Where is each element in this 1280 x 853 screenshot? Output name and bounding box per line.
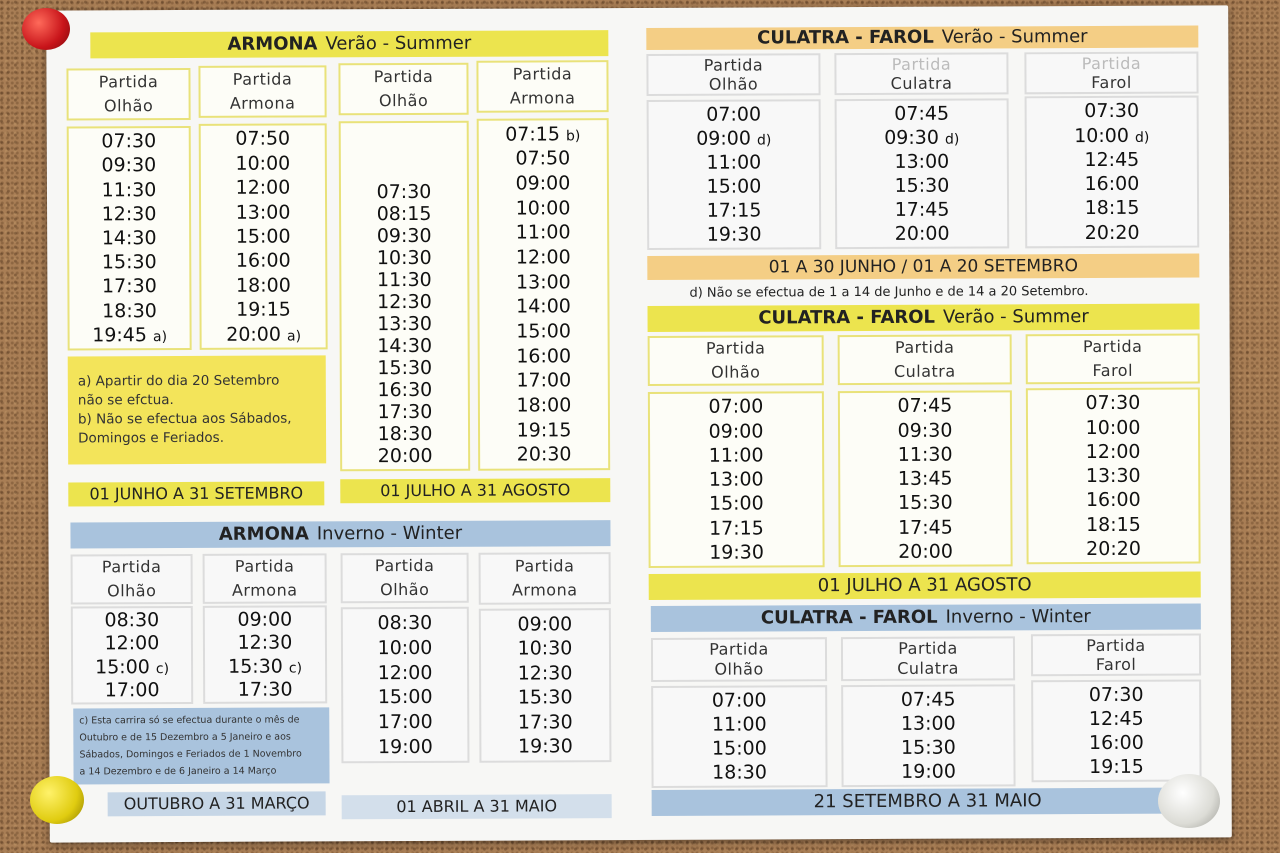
armona-winter-period-left: OUTUBRO A 31 MARÇO [108,791,326,816]
departure-time: 19:45 a) [92,323,168,347]
culatra-summer-header-1: Partida Olhão [648,335,824,386]
culatra-june-footnote: d) Não se efectua de 1 a 14 de Junho e de 14 a 20 Setembro. [689,284,1089,301]
culatra-june-period: 01 A 30 JUNHO / 01 A 20 SETEMBRO [647,254,1199,280]
departure-time: 07:30 [101,130,157,153]
armona-summer-col-olhao-2 [339,121,471,472]
departure-time: 20:00 [894,222,950,245]
departure-time: 14:00 [516,295,571,318]
departure-time: 20:30 [516,443,572,466]
departure-time: 19:15 [1089,755,1144,779]
departure-time: 12:30 [517,661,573,685]
departure-time: 12:30 [101,202,157,226]
departure-time: 10:00 [377,636,433,659]
departure-time: 15:00 [235,225,291,248]
departure-time: 07:00 [711,689,767,712]
footnote-mark: c) [288,660,303,677]
culatra-summer-title: CULATRA - FAROL Verão - Summer [647,304,1199,332]
armona-summer-header-1: Partida Olhão [66,68,190,121]
departure-time: 18:00 [516,394,572,417]
departure-time: 10:00 [515,196,571,220]
departure-time: 15:30 [897,491,953,515]
departure-time: 15:00 [516,320,572,343]
departure-time: 15:30 [377,356,433,380]
armona-summer-col-olhao [67,126,192,351]
white-pin-icon [1158,774,1220,828]
departure-time: 14:30 [377,334,433,358]
culatra-winter-header-3: Partida Farol [1031,634,1201,677]
departure-time: 16:00 [1088,731,1144,755]
armona-winter-col-armona [203,605,327,704]
departure-time: 07:30 [1084,100,1140,123]
departure-time: 20:00 [377,444,433,468]
departure-time: 10:00 d) [1074,124,1150,147]
departure-time: 07:30 [1088,683,1144,707]
culatra-june-col-culatra [835,98,1010,249]
departure-time: 13:30 [377,312,432,336]
departure-time: 08:30 [104,609,160,632]
departure-time: 13:30 [1085,464,1141,488]
departure-time: 17:30 [237,678,293,701]
culatra-winter-col-culatra [841,684,1015,787]
culatra-june-col-olhao [647,99,822,250]
armona-winter-col-olhao-2 [341,607,470,764]
departure-time: 13:45 [897,467,953,490]
departure-time: 10:00 [235,152,291,175]
armona-summer-period-left: 01 JUNHO A 31 SETEMBRO [68,481,324,506]
culatra-june-header-3: Partida Farol [1024,52,1198,95]
culatra-summer-col-culatra [838,390,1013,567]
departure-time: 09:00 [237,608,293,631]
departure-time: 15:30 [894,174,950,197]
departure-time: 17:30 [377,400,433,424]
departure-time: 18:30 [377,422,433,446]
departure-time: 12:30 [377,290,432,314]
departure-time: 07:50 [515,147,571,170]
departure-time: 12:00 [377,661,433,684]
footnote-mark: d) [1134,129,1150,146]
departure-time: 18:30 [712,761,767,784]
culatra-summer-col-olhao [648,391,825,568]
departure-time: 17:30 [101,275,157,298]
departure-time: 07:15 b) [505,122,581,146]
departure-time: 15:00 [708,492,764,515]
departure-time: 11:00 [711,713,767,736]
departure-time: 09:00 [515,172,571,195]
departure-time: 17:15 [706,199,762,222]
departure-time: 16:30 [377,378,433,402]
yellow-pin-icon [30,776,84,824]
departure-time: 11:00 [515,221,571,244]
departure-time: 07:45 [897,394,953,418]
departure-time: 16:00 [1084,172,1140,196]
departure-time: 12:45 [1084,148,1140,171]
departure-time: 09:00 [517,612,573,636]
armona-winter-period-right: 01 ABRIL A 31 MAIO [342,794,612,819]
culatra-winter-period: 21 SETEMBRO A 31 MAIO [652,788,1204,816]
armona-summer-header-2: Partida Armona [198,65,326,118]
departure-time: 19:30 [709,541,764,564]
armona-summer-period-right: 01 JULHO A 31 AGOSTO [340,478,610,503]
footnote-mark: a) [286,327,302,345]
departure-time: 15:30 [101,251,157,274]
departure-time: 18:30 [102,299,157,322]
departure-time: 20:00 a) [226,323,302,346]
culatra-summer-period: 01 JULHO A 31 AGOSTO [649,572,1201,600]
departure-time: 08:15 [376,202,432,226]
culatra-winter-title: CULATRA - FAROL Inverno - Winter [651,604,1201,632]
culatra-june-title: CULATRA - FAROL Verão - Summer [646,26,1198,50]
departure-time: 15:30 c) [228,655,303,678]
departure-time: 17:45 [898,516,953,539]
armona-summer-notes: a) Apartir do dia 20 Setembro não se efctua. b) Não se efectua aos Sábados, Domingos e Feriados. [68,355,326,464]
armona-winter-header-1: Partida Olhão [71,554,193,605]
armona-summer-header-3: Partida Olhão [338,63,468,116]
departure-time: 07:30 [376,180,432,204]
culatra-winter-col-olhao [651,685,827,788]
timetable-sheet [46,5,1232,842]
departure-time: 15:00 [711,737,767,760]
departure-time: 13:00 [708,468,764,491]
departure-time: 20:00 [898,540,953,563]
departure-time: 07:45 [900,688,956,711]
departure-time: 09:30 [101,154,157,177]
armona-summer-title: ARMONA Verão - Summer [90,30,608,58]
departure-time: 11:00 [706,151,762,174]
departure-time: 16:00 [235,249,291,273]
departure-time: 12:45 [1088,707,1144,731]
departure-time: 08:30 [377,611,433,634]
armona-summer-col-armona-2 [477,118,611,471]
departure-time: 19:00 [901,760,956,783]
departure-time: 13:00 [235,201,291,224]
culatra-summer-header-3: Partida Farol [1026,334,1200,385]
footnote-mark: c) [155,660,170,677]
departure-time: 20:20 [1084,221,1140,244]
departure-time: 11:30 [101,178,157,201]
departure-time: 07:50 [235,127,291,151]
armona-winter-title: ARMONA Inverno - Winter [70,520,610,548]
departure-time: 09:30 [376,224,432,248]
footnote-mark: a) [152,328,168,345]
departure-time: 15:00 [706,175,762,198]
armona-winter-header-4: Partida Armona [479,552,611,605]
departure-time: 12:30 [237,631,293,655]
departure-time: 15:30 [517,686,573,709]
departure-time: 10:00 [1085,416,1141,439]
armona-summer-col-armona [199,123,328,350]
departure-time: 12:00 [515,246,571,269]
culatra-summer-header-2: Partida Culatra [838,334,1012,385]
departure-time: 13:00 [894,150,950,173]
departure-time: 10:30 [517,637,573,660]
departure-time: 16:00 [516,344,572,368]
departure-time: 12:00 [235,176,291,199]
departure-time: 07:00 [706,103,762,126]
red-pin-icon [22,8,70,50]
departure-time: 16:00 [1085,489,1141,512]
armona-winter-header-2: Partida Armona [203,553,327,604]
departure-time: 14:30 [101,227,157,250]
departure-time: 15:30 [900,736,956,759]
departure-time: 12:00 [1085,440,1141,463]
culatra-june-header-1: Partida Olhão [646,53,820,96]
departure-time: 19:30 [706,223,762,246]
departure-time: 18:15 [1084,197,1140,220]
culatra-june-col-farol [1025,96,1200,249]
departure-time: 07:30 [1085,392,1141,415]
departure-time: 12:00 [104,632,160,655]
departure-time: 17:00 [104,678,160,702]
departure-time: 18:00 [235,274,291,297]
departure-time: 11:30 [376,268,432,292]
departure-time: 17:00 [516,369,572,392]
departure-time: 20:20 [1086,537,1141,560]
departure-time: 09:00 d) [696,127,772,150]
departure-time: 19:15 [236,298,291,321]
departure-time: 09:30 d) [884,126,960,149]
departure-time: 15:00 c) [95,655,170,678]
culatra-winter-header-2: Partida Culatra [841,636,1015,681]
departure-time: 19:00 [377,735,433,759]
departure-time: 18:15 [1086,513,1141,536]
departure-time: 15:00 [377,686,433,709]
departure-time: 11:00 [708,444,764,467]
footnote-mark: d) [944,131,960,148]
departure-time: 19:30 [517,735,573,758]
departure-time: 09:00 [708,419,764,443]
departure-time: 07:00 [708,395,764,418]
departure-time: 09:30 [897,419,953,442]
departure-time: 10:30 [376,246,432,270]
footnote-mark: b) [565,127,581,144]
departure-time: 07:45 [894,102,950,125]
departure-time: 13:00 [900,712,956,735]
departure-time: 11:30 [897,443,953,466]
culatra-june-header-2: Partida Culatra [834,52,1008,95]
armona-winter-notes: c) Esta carrira só se efectua durante o mês de Outubro e de 15 Dezembro a 5 Janeiro e aos Sábados, Domingos e Feriados de 1 Novembro a 14 Dezembro e de 6 Janeiro a 14 Março [73,707,329,784]
departure-time: 17:00 [377,711,433,734]
departure-time: 19:15 [516,418,572,442]
culatra-winter-header-1: Partida Olhão [651,637,827,682]
footnote-mark: d) [756,132,772,149]
departure-time: 17:15 [709,516,764,540]
departure-time: 13:00 [515,270,571,294]
culatra-summer-col-farol [1026,388,1201,565]
departure-time: 17:45 [894,198,950,221]
departure-time: 17:30 [517,711,573,734]
armona-winter-col-olhao [71,606,193,705]
armona-summer-header-4: Partida Armona [476,60,608,113]
culatra-winter-col-farol [1031,680,1201,783]
armona-winter-header-3: Partida Olhão [341,553,469,604]
armona-winter-col-armona-2 [479,608,612,763]
